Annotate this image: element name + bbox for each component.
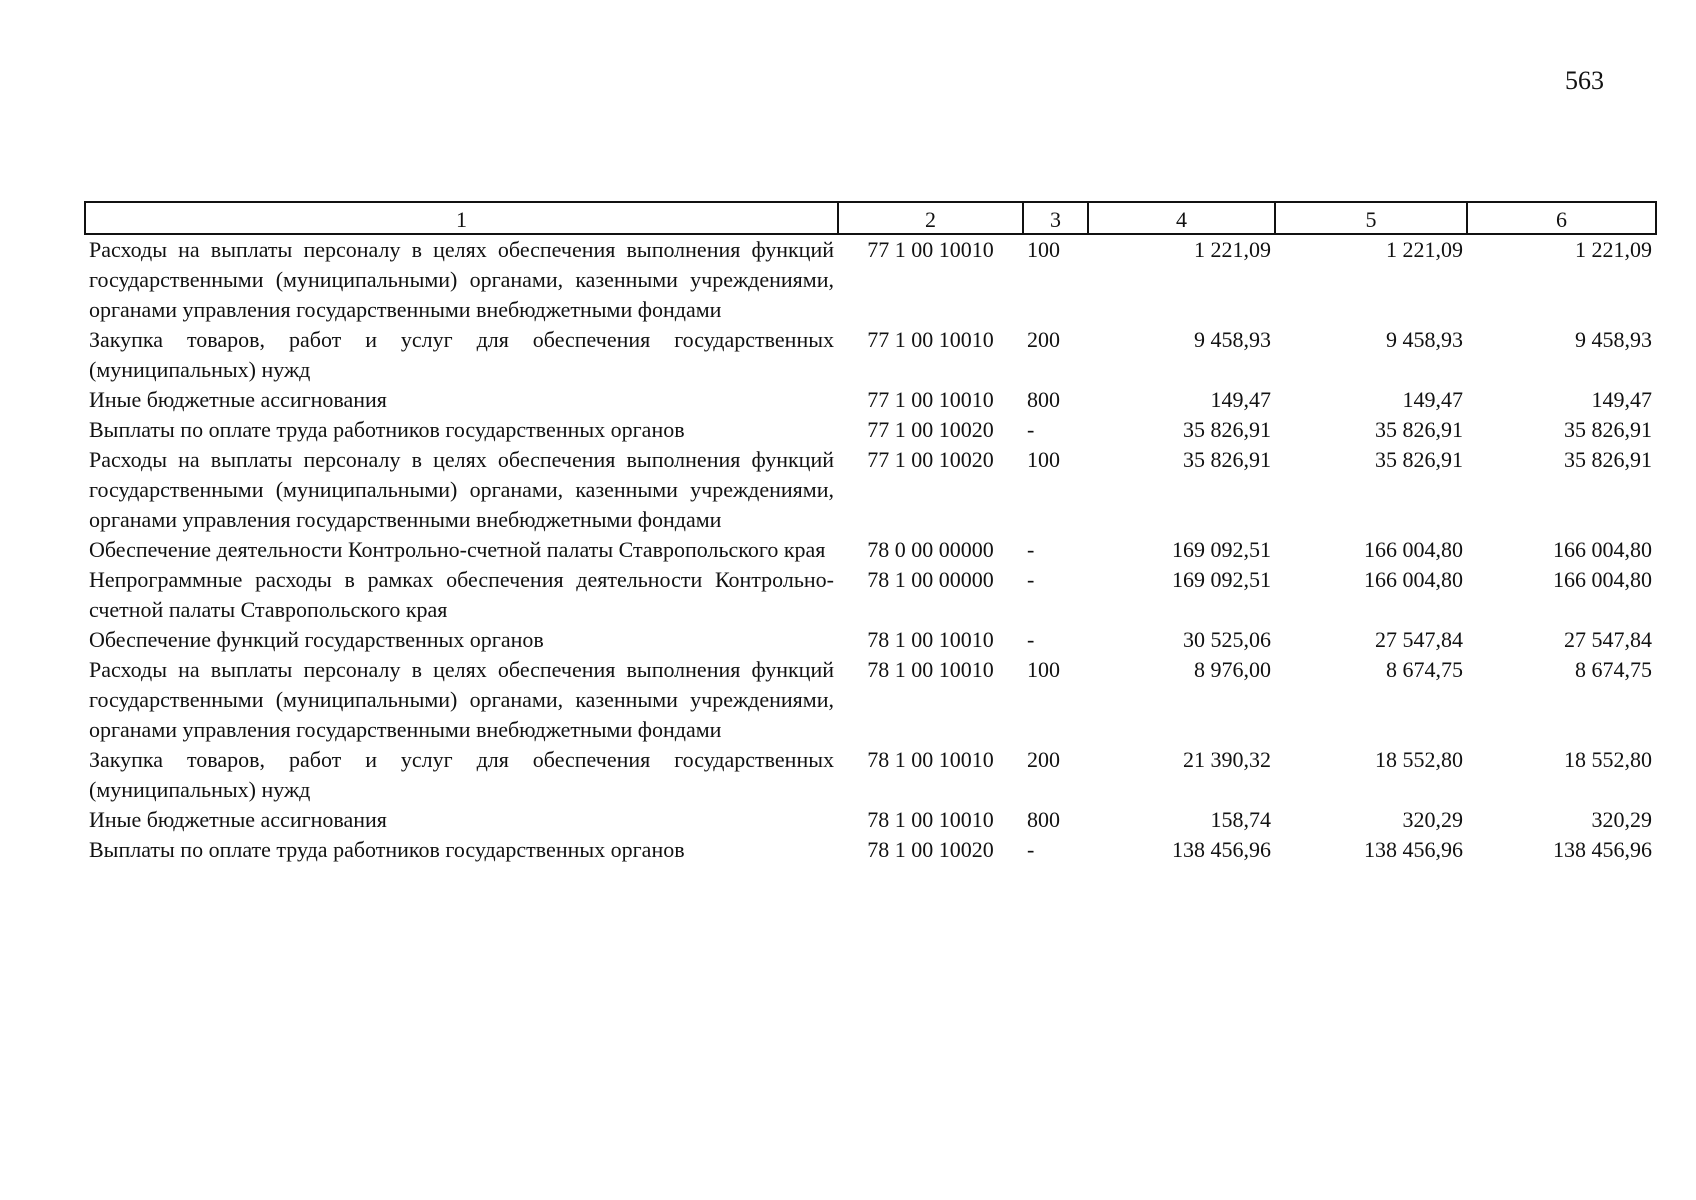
row-value-1: 158,74: [1210, 807, 1271, 832]
row-name: Обеспечение деятельности Контрольно-счетной палаты Ставропольского края: [89, 537, 826, 562]
row-value-3: 35 826,91: [1564, 447, 1652, 472]
page-number: 563: [1565, 66, 1604, 95]
row-name: Обеспечение функций государственных органов: [89, 627, 544, 652]
row-value-2: 27 547,84: [1375, 627, 1463, 652]
row-expense-type: -: [1027, 417, 1035, 442]
row-value-2: 138 456,96: [1364, 837, 1463, 862]
column-header-1: 1: [85, 202, 838, 234]
table-row: [85, 415, 1656, 445]
row-value-2: 35 826,91: [1375, 447, 1463, 472]
row-expense-type: -: [1027, 537, 1035, 562]
column-header-6: 6: [1467, 202, 1656, 234]
row-expense-type: 100: [1027, 237, 1060, 262]
table-row: [85, 325, 1656, 385]
row-value-1: 35 826,91: [1183, 447, 1271, 472]
table-row: [85, 655, 1656, 745]
row-value-2: 9 458,93: [1386, 327, 1463, 352]
row-expense-type: 800: [1027, 387, 1060, 412]
row-value-3: 138 456,96: [1553, 837, 1652, 862]
row-value-2: 8 674,75: [1386, 657, 1463, 682]
column-header-3: 3: [1023, 202, 1088, 234]
table-row: [85, 445, 1656, 535]
row-value-2: 320,29: [1402, 807, 1463, 832]
row-value-2: 166 004,80: [1364, 567, 1463, 592]
table-row: [85, 835, 1656, 865]
row-code: 78 1 00 10010: [867, 807, 994, 832]
row-expense-type: 100: [1027, 447, 1060, 472]
row-expense-type: -: [1027, 567, 1035, 592]
row-expense-type: -: [1027, 837, 1035, 862]
column-header-2: 2: [838, 202, 1023, 234]
row-code: 78 1 00 10020: [867, 837, 994, 862]
row-value-3: 9 458,93: [1575, 327, 1652, 352]
row-value-3: 27 547,84: [1564, 627, 1652, 652]
table-row: [85, 745, 1656, 805]
row-code: 77 1 00 10010: [867, 237, 994, 262]
row-value-2: 166 004,80: [1364, 537, 1463, 562]
row-name: Иные бюджетные ассигнования: [89, 807, 387, 832]
row-expense-type: -: [1027, 627, 1035, 652]
row-value-3: 8 674,75: [1575, 657, 1652, 682]
row-value-1: 9 458,93: [1194, 327, 1271, 352]
row-name: Иные бюджетные ассигнования: [89, 387, 387, 412]
row-value-1: 169 092,51: [1172, 537, 1271, 562]
row-value-3: 35 826,91: [1564, 417, 1652, 442]
row-code: 78 1 00 10010: [867, 657, 994, 682]
row-value-2: 35 826,91: [1375, 417, 1463, 442]
row-name: Закупка товаров, работ и услуг для обеспечения государственных (муниципальных) нужд: [89, 747, 834, 802]
budget-table: [84, 201, 1657, 865]
row-value-1: 21 390,32: [1183, 747, 1271, 772]
row-expense-type: 200: [1027, 327, 1060, 352]
row-value-3: 166 004,80: [1553, 567, 1652, 592]
header-row: [85, 202, 1656, 234]
row-value-1: 169 092,51: [1172, 567, 1271, 592]
table-row: [85, 234, 1656, 325]
row-value-3: 320,29: [1591, 807, 1652, 832]
row-value-2: 18 552,80: [1375, 747, 1463, 772]
row-name: Расходы на выплаты персоналу в целях обеспечения выполнения функций государственными (муниципальными) органами, казенными учреждениями, органами управления государственными внебюджетными фондами: [89, 657, 834, 742]
row-expense-type: 800: [1027, 807, 1060, 832]
row-value-1: 1 221,09: [1194, 237, 1271, 262]
table-body: [85, 234, 1656, 865]
row-value-1: 30 525,06: [1183, 627, 1271, 652]
row-code: 78 1 00 00000: [867, 567, 994, 592]
table-row: [85, 385, 1656, 415]
row-expense-type: 100: [1027, 657, 1060, 682]
row-value-3: 1 221,09: [1575, 237, 1652, 262]
column-header-5: 5: [1275, 202, 1467, 234]
row-name: Расходы на выплаты персоналу в целях обеспечения выполнения функций государственными (муниципальными) органами, казенными учреждениями, органами управления государственными внебюджетными фондами: [89, 237, 834, 322]
row-value-2: 1 221,09: [1386, 237, 1463, 262]
row-value-1: 8 976,00: [1194, 657, 1271, 682]
row-value-1: 149,47: [1210, 387, 1271, 412]
row-value-3: 18 552,80: [1564, 747, 1652, 772]
row-code: 77 1 00 10010: [867, 327, 994, 352]
row-code: 77 1 00 10010: [867, 387, 994, 412]
row-code: 78 0 00 00000: [867, 537, 994, 562]
row-code: 77 1 00 10020: [867, 447, 994, 472]
table-row: [85, 805, 1656, 835]
table-row: [85, 535, 1656, 565]
table-row: [85, 565, 1656, 625]
row-value-2: 149,47: [1402, 387, 1463, 412]
row-name: Закупка товаров, работ и услуг для обеспечения государственных (муниципальных) нужд: [89, 327, 834, 382]
row-value-3: 149,47: [1591, 387, 1652, 412]
table-row: [85, 625, 1656, 655]
row-name: Выплаты по оплате труда работников государственных органов: [89, 417, 685, 442]
row-code: 77 1 00 10020: [867, 417, 994, 442]
row-name: Расходы на выплаты персоналу в целях обеспечения выполнения функций государственными (муниципальными) органами, казенными учреждениями, органами управления государственными внебюджетными фондами: [89, 447, 834, 532]
row-name: Выплаты по оплате труда работников государственных органов: [89, 837, 685, 862]
row-value-3: 166 004,80: [1553, 537, 1652, 562]
row-code: 78 1 00 10010: [867, 627, 994, 652]
row-name: Непрограммные расходы в рамках обеспечения деятельности Контрольно-счетной палаты Ставропольского края: [89, 567, 834, 622]
column-header-4: 4: [1088, 202, 1275, 234]
row-value-1: 35 826,91: [1183, 417, 1271, 442]
row-code: 78 1 00 10010: [867, 747, 994, 772]
row-expense-type: 200: [1027, 747, 1060, 772]
row-value-1: 138 456,96: [1172, 837, 1271, 862]
